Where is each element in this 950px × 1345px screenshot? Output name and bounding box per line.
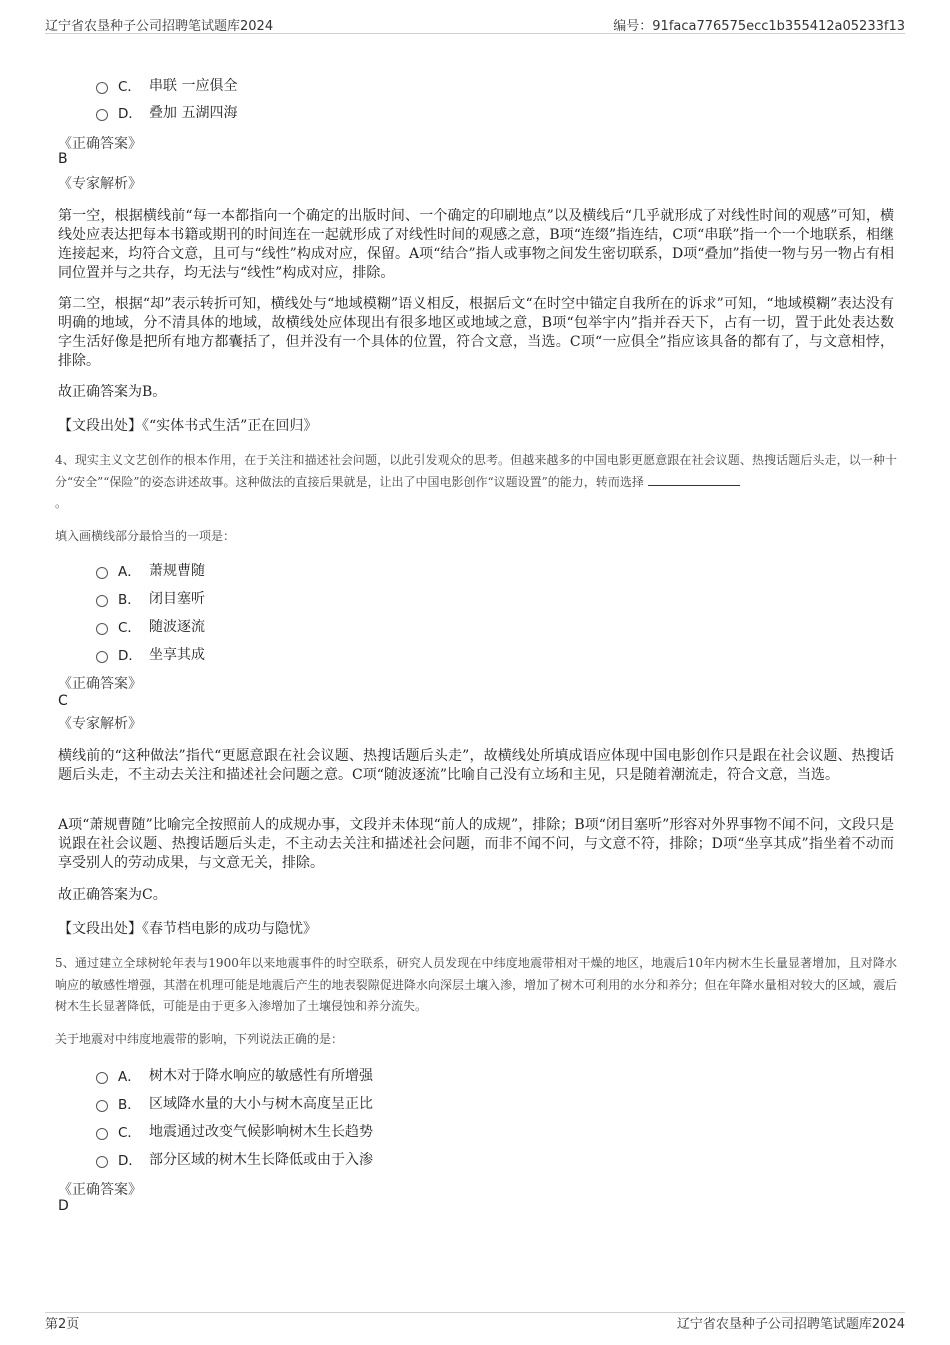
- option-text: 坐享其成: [149, 647, 205, 663]
- q3-source: 【文段出处】《“实体书式生活”正在回归》: [58, 418, 318, 434]
- option-letter: B．: [118, 592, 141, 608]
- radio-icon[interactable]: [96, 567, 108, 579]
- q3-conclusion: 故正确答案为B。: [58, 384, 167, 400]
- radio-icon[interactable]: [96, 1156, 108, 1168]
- q3-analysis-label: 《专家解析》: [58, 176, 142, 192]
- q4-analysis-para-2: A项“萧规曹随”比喻完全按照前人的成规办事，文段并未体现“前人的成规”，排除；B项“闭目塞听”形容对外界事物不闻不问，文段只是说跟在社会议题、热搜话题后头走，不主动去关注和描述社会问题，而非不闻不问，与文意不符，排除；D项“坐享其成”指坐着不动而享受别人的劳动成果，与文意无关，排除。: [58, 817, 894, 871]
- q4-answer: C: [58, 693, 68, 709]
- q5-prompt: 关于地震对中纬度地震带的影响，下列说法正确的是：: [55, 1032, 344, 1046]
- q3-analysis-para-1: 第一空，根据横线前“每一本都指向一个确定的出版时间、一个确定的印刷地点”以及横线后“几乎就形成了对线性时间的观感”可知，横线处应表达把每本书籍或期刊的时间连在一起就形成了对线性时间的观感之意，B项“连缀”指连结，C项“串联”指一个一个地联系，相继连接起来，均符合文意，且可与“线性”构成对应，保留。A项“结合”指人或事物之间发生密切联系，D项“叠加”指使一物与另一物占有相同位置并与之共存，均无法与“线性”构成对应，排除。: [58, 208, 894, 281]
- radio-icon[interactable]: [96, 595, 108, 607]
- q4-option-c[interactable]: [96, 615, 205, 637]
- q5-answer: D: [58, 1198, 69, 1214]
- page-header: [0, 0, 950, 34]
- radio-icon[interactable]: [96, 1072, 108, 1084]
- option-letter: A．: [118, 1069, 141, 1085]
- radio-icon[interactable]: [96, 109, 108, 121]
- option-text: 萧规曹随: [149, 563, 205, 579]
- q4-stem: [55, 450, 897, 515]
- radio-icon[interactable]: [96, 1100, 108, 1112]
- option-letter: C．: [118, 1125, 141, 1141]
- radio-icon[interactable]: [96, 623, 108, 635]
- radio-icon[interactable]: [96, 82, 108, 94]
- radio-icon[interactable]: [96, 651, 108, 663]
- q4-source: 【文段出处】《春节档电影的成功与隐忧》: [58, 921, 317, 937]
- footer-title: 辽宁省农垦种子公司招聘笔试题库2024: [676, 1317, 905, 1332]
- option-letter: B．: [118, 1097, 141, 1113]
- header-title: 辽宁省农垦种子公司招聘笔试题库2024: [45, 19, 274, 34]
- option-text: 叠加 五湖四海: [149, 105, 238, 121]
- q5-option-d[interactable]: [96, 1148, 373, 1170]
- q3-answer-label: 《正确答案》: [58, 136, 142, 152]
- option-letter: A．: [118, 564, 141, 580]
- option-letter: C．: [118, 79, 141, 95]
- footer-page-number: 第2页: [45, 1317, 80, 1332]
- q4-conclusion: 故正确答案为C。: [58, 887, 167, 903]
- q3-option-d[interactable]: [96, 101, 237, 123]
- option-text: 区域降水量的大小与树木高度呈正比: [149, 1096, 373, 1112]
- q3-option-c[interactable]: [96, 74, 237, 96]
- q4-answer-label: 《正确答案》: [58, 676, 142, 692]
- header-code: 编号：91faca776575ecc1b355412a05233f13: [613, 19, 905, 34]
- option-text: 地震通过改变气候影响树木生长趋势: [149, 1124, 373, 1140]
- option-letter: D．: [118, 648, 142, 664]
- header-divider: [45, 33, 905, 34]
- option-letter: D．: [118, 1153, 142, 1169]
- q4-prompt: 填入画横线部分最恰当的一项是：: [55, 529, 236, 543]
- q4-stem-text: 4、现实主义文艺创作的根本作用，在于关注和描述社会问题，以此引发观众的思考。但越来越多的中国电影更愿意跟在社会议题、热搜话题后头走，以一种十分“安全”“保险”的姿态讲述故事。这种做法的直接后果就是，让出了中国电影创作“议题设置”的能力，转而选择: [55, 453, 897, 489]
- option-letter: C．: [118, 620, 141, 636]
- q4-option-b[interactable]: [96, 587, 205, 609]
- q5-stem: 5、通过建立全球树轮年表与1900年以来地震事件的时空联系，研究人员发现在中纬度地震带相对干燥的地区，地震后10年内树木生长量显著增加，且对降水响应的敏感性增强，其潜在机理可能是地震后产生的地表裂隙促进降水向深层土壤入渗，增加了树木可利用的水分和养分；但在年降水量相对较大的区域，震后树木生长显著降低，可能是由于更多入渗增加了土壤侵蚀和养分流失。: [55, 956, 897, 1013]
- option-text: 闭目塞听: [149, 591, 205, 607]
- q4-analysis-para-1: 横线前的“这种做法”指代“更愿意跟在社会议题、热搜话题后头走”，故横线处所填成语应体现中国电影创作只是跟在社会议题、热搜话题后头走，不主动去关注和描述社会问题之意。C项“随波逐流”比喻自己没有立场和主见，只是随着潮流走，符合文意，当选。: [58, 748, 894, 783]
- q5-option-b[interactable]: [96, 1092, 373, 1114]
- option-text: 串联 一应俱全: [149, 78, 238, 94]
- q3-answer: B: [58, 151, 68, 167]
- q5-answer-label: 《正确答案》: [58, 1182, 142, 1198]
- answer-blank: [648, 474, 740, 486]
- option-text: 树木对于降水响应的敏感性有所增强: [149, 1068, 373, 1084]
- radio-icon[interactable]: [96, 1128, 108, 1140]
- option-text: 随波逐流: [149, 619, 205, 635]
- option-letter: D．: [118, 106, 142, 122]
- q5-option-c[interactable]: [96, 1120, 373, 1142]
- option-text: 部分区域的树木生长降低或由于入渗: [149, 1152, 373, 1168]
- q4-stem-end: 。: [55, 496, 68, 510]
- q4-option-d[interactable]: [96, 643, 205, 665]
- q4-analysis-label: 《专家解析》: [58, 716, 142, 732]
- q5-option-a[interactable]: [96, 1064, 373, 1086]
- q3-analysis-para-2: 第二空，根据“却”表示转折可知，横线处与“地域模糊”语义相反，根据后文“在时空中锚定自我所在的诉求”可知，“地域模糊”表达没有明确的地域，分不清具体的地域，故横线处应体现出有很多地区或地域之意，B项“包举宇内”指并吞天下，占有一切，置于此处表达数字生活好像是把所有地方都囊括了，但并没有一个具体的位置，符合文意，当选。C项“一应俱全”指应该具备的都有了，与文意相悖，排除。: [58, 296, 894, 369]
- q4-option-a[interactable]: [96, 559, 205, 581]
